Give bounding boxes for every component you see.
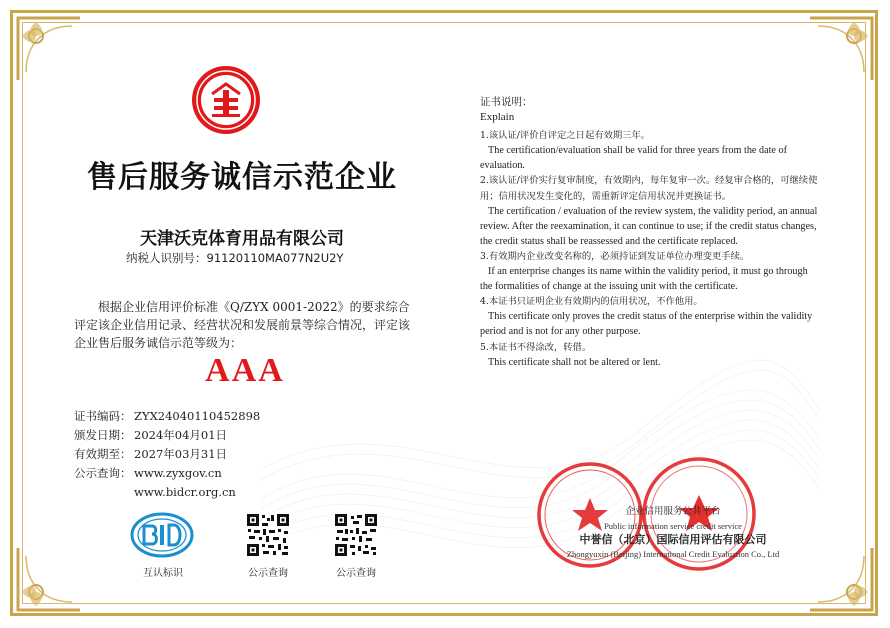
query-link-2[interactable]: www.bidcr.org.cn [134,485,236,499]
explain-item-zh: 1.该认证/评价自评定之日起有效期三年。 [480,130,651,142]
bid-logo-icon [130,512,194,558]
tax-id-value: 91120110MA077N2U2Y [206,251,344,265]
query-label: 公示查询： [74,466,132,480]
explain-item-zh: 3.有效期内企业改变名称的，必须持证到发证单位办理变更手续。 [480,250,750,262]
explain-item-zh: 2.该认证/评价实行复审制度，有效期内，每年复审一次。经复审合格的，可继续使用；信用状况发生变化的，需重新评定信用状况并更换证书。 [480,175,818,202]
query-row-2 [74,483,260,502]
explain-item-zh: 5.本证书不得涂改，转借。 [480,341,592,353]
issuer-block [548,505,798,561]
explain-item-en: This certificate only proves the credit status of the enterprise within the validity period and is not for any other purpose. [480,311,813,338]
explain-section [480,95,820,370]
valid-date-label: 有效期至： [74,447,132,461]
cert-number-label: 证书编码： [74,409,132,423]
issue-date-row [74,426,260,445]
platform-name-en: Public information service credit service [604,521,742,531]
platform-name: 企业信用服务公共平台 [625,506,721,517]
corner-ornament-icon [806,14,876,84]
issue-date-value: 2024年04月01日 [134,428,228,442]
qr1-caption: 公示查询 [248,568,288,579]
tax-id [126,250,343,266]
qr-code-icon[interactable] [333,512,379,558]
explain-heading-en: Explain [480,111,515,124]
qr2-caption: 公示查询 [336,568,376,579]
qr-code-icon[interactable] [245,512,291,558]
company-name: 天津沃克体育用品有限公司 [140,229,344,249]
issuer-org-en: Zhongyuxin (Beijing) International Credit Evaluation Co., Ltd [566,549,780,559]
explain-item-en: This certificate shall not be altered or lent. [488,356,661,368]
credit-emblem-icon [190,64,262,136]
evaluation-statement: 根据企业信用评价标准《Q/ZYX 0001-2022》的要求综合评定该企业信用记录、经营状况和发展前景等综合情况，评定该企业售后服务诚信示范等级为： [74,300,411,350]
corner-ornament-icon [14,14,84,84]
logo-caption: 互认标识 [143,568,183,579]
corner-ornament-icon [14,544,84,614]
cert-number-row [74,407,260,426]
tax-id-label: 纳税人识别号： [126,251,207,265]
certificate-info [74,407,260,502]
explain-item-en: The certification/evaluation shall be valid for three years from the date of evaluation. [480,145,787,172]
valid-date-row [74,445,260,464]
issue-date-label: 颁发日期： [74,428,132,442]
issuer-org: 中誉信（北京）国际信用评估有限公司 [579,533,767,546]
explain-item-en: The certification / evaluation of the review system, the validity period, an annual review. After the reexamination, it can continue to use; if the credit status changes, the credit status shall be reassessed and the certificate replaced. [480,205,818,247]
valid-date-value: 2027年03月31日 [134,447,228,461]
explain-item-en: If an enterprise changes its name within the validity period, it must go through the formalities of change at the issuing unit with the certificate. [480,266,808,293]
query-row [74,464,260,483]
rating-grade: AAA [205,352,285,389]
explain-item-zh: 4.本证书只证明企业有效期内的信用状况，不作他用。 [480,296,703,308]
certificate-title: 售后服务诚信示范企业 [87,160,397,195]
explain-heading-zh: 证书说明： [480,96,533,108]
cert-number-value: ZYX24040110452898 [134,409,261,423]
query-link-1[interactable]: www.zyxgov.cn [134,466,222,480]
